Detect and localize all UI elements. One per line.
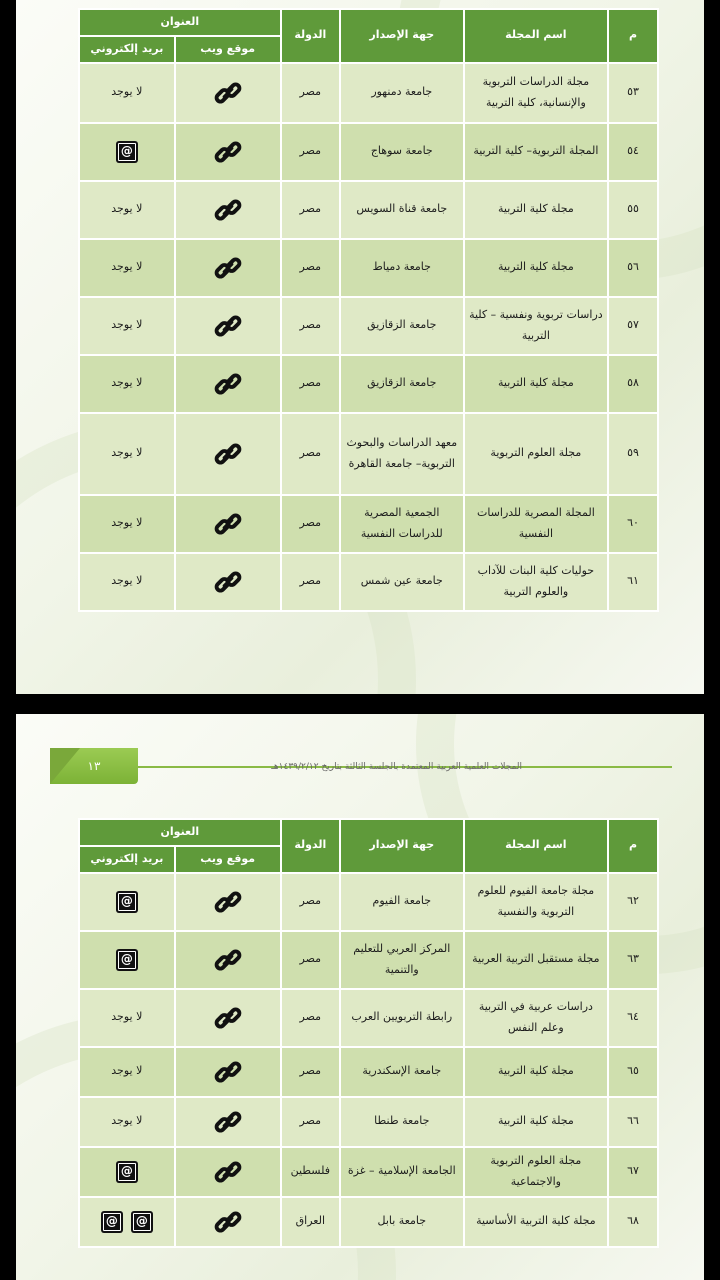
cell-journal-name: المجلة التربوية– كلية التربية [464, 123, 608, 181]
cell-journal-name: دراسات تربوية ونفسية – كلية التربية [464, 297, 608, 355]
table-row [79, 123, 658, 181]
cell-journal-name: مجلة كلية التربية [464, 355, 608, 413]
link-icon[interactable] [213, 1207, 243, 1237]
email-icon[interactable]: @ [101, 1211, 123, 1233]
no-email-text: لا يوجد [111, 376, 143, 390]
cell-website [175, 239, 281, 297]
cell-num: ٦٣ [608, 931, 658, 989]
cell-publisher: رابطة التربويين العرب [340, 989, 464, 1047]
col-header-name: اسم المجلة [464, 9, 608, 63]
cell-website [175, 1147, 281, 1197]
cell-journal-name: مجلة كلية التربية [464, 181, 608, 239]
no-email-text: لا يوجد [111, 260, 143, 274]
header-title: المجلات العلمية العربية المعتمدة بالجلسة الثالثة بتاريخ ١٤٣٩/٢/١٢هـ [271, 762, 522, 772]
cell-publisher: جامعة عين شمس [340, 553, 464, 611]
cell-email [79, 297, 175, 355]
link-icon[interactable] [213, 1003, 243, 1033]
email-icon[interactable]: @ [116, 141, 138, 163]
link-icon[interactable] [213, 509, 243, 539]
no-email-text: لا يوجد [111, 202, 143, 216]
cell-country: مصر [281, 239, 340, 297]
cell-num: ٥٦ [608, 239, 658, 297]
cell-country: مصر [281, 873, 340, 931]
cell-journal-name: دراسات عربية في التربية وعلم النفس [464, 989, 608, 1047]
table-body [79, 63, 658, 611]
link-icon[interactable] [213, 887, 243, 917]
table-row [79, 931, 658, 989]
cell-country: مصر [281, 413, 340, 495]
col-header-country: الدولة [281, 819, 340, 873]
col-header-publisher: جهة الإصدار [340, 819, 464, 873]
cell-publisher: جامعة الزقازيق [340, 355, 464, 413]
table-row [79, 63, 658, 123]
page-number-tab [50, 748, 138, 784]
email-icon[interactable]: @ [116, 949, 138, 971]
cell-email [79, 355, 175, 413]
cell-num: ٦٧ [608, 1147, 658, 1197]
link-icon[interactable] [213, 253, 243, 283]
cell-publisher: المركز العربي للتعليم والتنمية [340, 931, 464, 989]
document-page-1 [16, 0, 704, 694]
no-email-text: لا يوجد [111, 446, 143, 460]
table-row [79, 297, 658, 355]
table-row [79, 1197, 658, 1247]
link-icon[interactable] [213, 1107, 243, 1137]
journals-table [78, 818, 659, 1248]
cell-country: فلسطين [281, 1147, 340, 1197]
cell-website [175, 181, 281, 239]
cell-website [175, 1047, 281, 1097]
col-header-num: م [608, 819, 658, 873]
col-header-email: بريد إلكتروني [79, 846, 175, 873]
col-header-publisher: جهة الإصدار [340, 9, 464, 63]
cell-publisher: جامعة قناة السويس [340, 181, 464, 239]
cell-email [79, 413, 175, 495]
cell-publisher: معهد الدراسات والبحوث التربوية– جامعة القاهرة [340, 413, 464, 495]
cell-country: مصر [281, 1047, 340, 1097]
email-icon[interactable]: @ [131, 1211, 153, 1233]
email-icon[interactable]: @ [116, 891, 138, 913]
cell-email [79, 123, 175, 181]
cell-publisher: الجامعة الإسلامية – غزة [340, 1147, 464, 1197]
cell-country: مصر [281, 989, 340, 1047]
cell-email [79, 1047, 175, 1097]
cell-publisher: جامعة بابل [340, 1197, 464, 1247]
cell-website [175, 1197, 281, 1247]
no-email-text: لا يوجد [111, 85, 143, 99]
cell-country: العراق [281, 1197, 340, 1247]
col-header-email: بريد إلكتروني [79, 36, 175, 63]
cell-website [175, 63, 281, 123]
cell-email [79, 63, 175, 123]
cell-country: مصر [281, 931, 340, 989]
cell-country: مصر [281, 63, 340, 123]
cell-journal-name: مجلة جامعة الفيوم للعلوم التربوية والنفسية [464, 873, 608, 931]
cell-num: ٥٣ [608, 63, 658, 123]
cell-country: مصر [281, 355, 340, 413]
document-page-2 [16, 714, 704, 1280]
cell-email [79, 1147, 175, 1197]
no-email-text: لا يوجد [111, 574, 143, 588]
link-icon[interactable] [213, 567, 243, 597]
cell-num: ٦٢ [608, 873, 658, 931]
col-header-address: العنوان [79, 9, 281, 36]
link-icon[interactable] [213, 195, 243, 225]
cell-website [175, 123, 281, 181]
cell-publisher: جامعة الزقازيق [340, 297, 464, 355]
cell-email [79, 873, 175, 931]
table-body [79, 873, 658, 1247]
cell-journal-name: مجلة كلية التربية [464, 1047, 608, 1097]
col-header-country: الدولة [281, 9, 340, 63]
cell-journal-name: مجلة كلية التربية الأساسية [464, 1197, 608, 1247]
cell-email [79, 1197, 175, 1247]
link-icon[interactable] [213, 439, 243, 469]
cell-website [175, 413, 281, 495]
cell-journal-name: مجلة العلوم التربوية [464, 413, 608, 495]
no-email-text: لا يوجد [111, 1114, 143, 1128]
no-email-text: لا يوجد [111, 1010, 143, 1024]
cell-website [175, 553, 281, 611]
journals-table [78, 8, 659, 612]
cell-num: ٦١ [608, 553, 658, 611]
no-email-text: لا يوجد [111, 516, 143, 530]
cell-num: ٥٧ [608, 297, 658, 355]
col-header-address: العنوان [79, 819, 281, 846]
cell-country: مصر [281, 1097, 340, 1147]
cell-publisher: جامعة الإسكندرية [340, 1047, 464, 1097]
table-row [79, 181, 658, 239]
cell-num: ٥٨ [608, 355, 658, 413]
table-row [79, 873, 658, 931]
cell-website [175, 355, 281, 413]
cell-journal-name: المجلة المصرية للدراسات النفسية [464, 495, 608, 553]
table-row [79, 1097, 658, 1147]
link-icon[interactable] [213, 369, 243, 399]
no-email-text: لا يوجد [111, 1064, 143, 1078]
cell-email [79, 495, 175, 553]
table-row [79, 1147, 658, 1197]
table-row [79, 553, 658, 611]
table-row [79, 1047, 658, 1097]
cell-email [79, 1097, 175, 1147]
cell-publisher: جامعة دمنهور [340, 63, 464, 123]
col-header-name: اسم المجلة [464, 819, 608, 873]
table-row [79, 413, 658, 495]
link-icon[interactable] [213, 1157, 243, 1187]
cell-num: ٦٤ [608, 989, 658, 1047]
cell-website [175, 1097, 281, 1147]
cell-website [175, 931, 281, 989]
cell-num: ٦٠ [608, 495, 658, 553]
page-number: ١٣ [87, 759, 101, 773]
table-row [79, 989, 658, 1047]
cell-publisher: الجمعية المصرية للدراسات النفسية [340, 495, 464, 553]
cell-website [175, 495, 281, 553]
cell-publisher: جامعة سوهاج [340, 123, 464, 181]
cell-email [79, 239, 175, 297]
cell-publisher: جامعة دمياط [340, 239, 464, 297]
cell-num: ٦٨ [608, 1197, 658, 1247]
cell-journal-name: حوليات كلية البنات للآداب والعلوم التربية [464, 553, 608, 611]
cell-country: مصر [281, 495, 340, 553]
cell-journal-name: مجلة كلية التربية [464, 239, 608, 297]
col-header-website: موقع ويب [175, 36, 281, 63]
cell-email [79, 181, 175, 239]
link-icon[interactable] [213, 78, 243, 108]
cell-num: ٦٥ [608, 1047, 658, 1097]
col-header-num: م [608, 9, 658, 63]
cell-num: ٥٤ [608, 123, 658, 181]
cell-publisher: جامعة الفيوم [340, 873, 464, 931]
link-icon[interactable] [213, 137, 243, 167]
table-row [79, 239, 658, 297]
cell-email [79, 553, 175, 611]
cell-country: مصر [281, 123, 340, 181]
cell-journal-name: مجلة الدراسات التربوية والإنسانية، كلية التربية [464, 63, 608, 123]
col-header-website: موقع ويب [175, 846, 281, 873]
cell-website [175, 297, 281, 355]
cell-journal-name: مجلة مستقبل التربية العربية [464, 931, 608, 989]
cell-publisher: جامعة طنطا [340, 1097, 464, 1147]
cell-journal-name: مجلة كلية التربية [464, 1097, 608, 1147]
cell-website [175, 873, 281, 931]
cell-country: مصر [281, 553, 340, 611]
link-icon[interactable] [213, 945, 243, 975]
cell-email [79, 989, 175, 1047]
cell-num: ٥٩ [608, 413, 658, 495]
cell-email [79, 931, 175, 989]
cell-num: ٦٦ [608, 1097, 658, 1147]
link-icon[interactable] [213, 311, 243, 341]
cell-country: مصر [281, 181, 340, 239]
cell-country: مصر [281, 297, 340, 355]
table-row [79, 495, 658, 553]
table-row [79, 355, 658, 413]
cell-num: ٥٥ [608, 181, 658, 239]
no-email-text: لا يوجد [111, 318, 143, 332]
email-icon[interactable]: @ [116, 1161, 138, 1183]
link-icon[interactable] [213, 1057, 243, 1087]
cell-website [175, 989, 281, 1047]
cell-journal-name: مجلة العلوم التربوية والاجتماعية [464, 1147, 608, 1197]
